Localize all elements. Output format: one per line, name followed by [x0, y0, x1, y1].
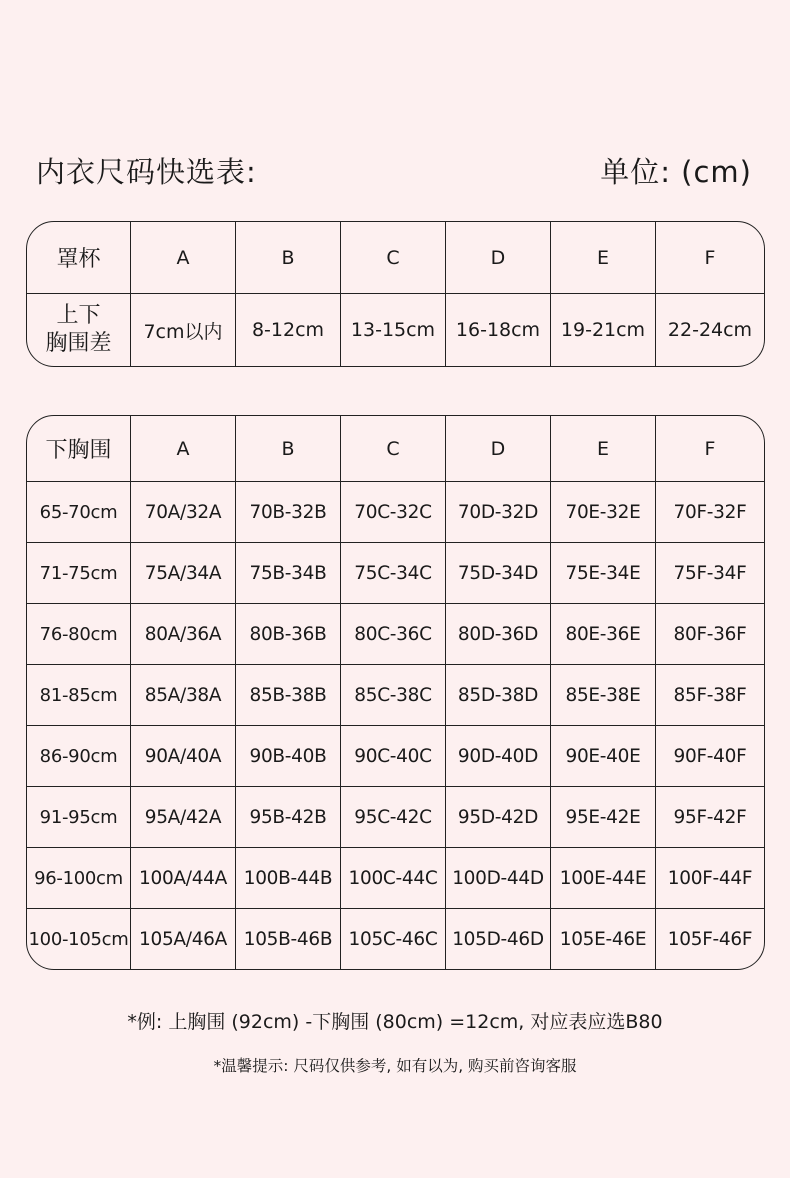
page-title: 内衣尺码快选表:: [36, 155, 257, 189]
size-cup-header-cell: B: [236, 416, 341, 482]
size-row: [27, 787, 764, 848]
bust-difference-cell: 8-12cm: [236, 294, 341, 366]
size-cell: 75E-34E: [551, 543, 656, 604]
size-cell: 80E-36E: [551, 604, 656, 665]
size-cell: 100A/44A: [131, 848, 236, 909]
size-cell: 90F-40F: [656, 726, 764, 787]
size-header-row: [27, 416, 764, 482]
size-cup-header-cell: A: [131, 416, 236, 482]
size-cell: 100F-44F: [656, 848, 764, 909]
cup-header-cell: D: [446, 222, 551, 294]
underbust-range-cell: 81-85cm: [27, 665, 131, 726]
tip-note: *温馨提示: 尺码仅供参考, 如有以为, 购买前咨询客服: [213, 1057, 577, 1075]
size-cell: 105C-46C: [341, 909, 446, 969]
size-row: [27, 909, 764, 969]
size-cell: 75D-34D: [446, 543, 551, 604]
size-cell: 70D-32D: [446, 482, 551, 543]
bust-difference-cell: 16-18cm: [446, 294, 551, 366]
underbust-range-cell: 96-100cm: [27, 848, 131, 909]
cup-difference-table: [26, 221, 765, 367]
size-cell: 85C-38C: [341, 665, 446, 726]
size-cell: 105A/46A: [131, 909, 236, 969]
size-row: [27, 665, 764, 726]
cup-header-cell: B: [236, 222, 341, 294]
size-cell: 75C-34C: [341, 543, 446, 604]
size-cell: 70A/32A: [131, 482, 236, 543]
size-row: [27, 604, 764, 665]
size-cell: 95E-42E: [551, 787, 656, 848]
size-cell: 90C-40C: [341, 726, 446, 787]
size-chart-table: [26, 415, 765, 970]
size-row: [27, 482, 764, 543]
size-cell: 105B-46B: [236, 909, 341, 969]
cup-header-cell: A: [131, 222, 236, 294]
size-cell: 95D-42D: [446, 787, 551, 848]
size-cell: 85E-38E: [551, 665, 656, 726]
size-cell: 80B-36B: [236, 604, 341, 665]
example-note: *例: 上胸围 (92cm) -下胸围 (80cm) =12cm, 对应表应选B80: [127, 1011, 663, 1033]
bust-difference-label-line2: 胸围差: [45, 331, 112, 356]
size-cup-header-cell: E: [551, 416, 656, 482]
size-cell: 95C-42C: [341, 787, 446, 848]
size-cup-header-cell: F: [656, 416, 764, 482]
size-cell: 85F-38F: [656, 665, 764, 726]
bust-difference-cell: 19-21cm: [551, 294, 656, 366]
size-cell: 95B-42B: [236, 787, 341, 848]
cup-corner-label: 罩杯: [27, 222, 131, 294]
underbust-range-cell: 71-75cm: [27, 543, 131, 604]
size-cell: 80D-36D: [446, 604, 551, 665]
size-cup-header-cell: C: [341, 416, 446, 482]
size-cell: 70E-32E: [551, 482, 656, 543]
size-cell: 85A/38A: [131, 665, 236, 726]
cup-header-cell: E: [551, 222, 656, 294]
underbust-range-cell: 100-105cm: [27, 909, 131, 969]
size-cell: 100E-44E: [551, 848, 656, 909]
size-cell: 90D-40D: [446, 726, 551, 787]
cup-header-cell: C: [341, 222, 446, 294]
size-cell: 70B-32B: [236, 482, 341, 543]
size-row: [27, 848, 764, 909]
size-cell: 80F-36F: [656, 604, 764, 665]
size-cell: 75B-34B: [236, 543, 341, 604]
size-cell: 75F-34F: [656, 543, 764, 604]
size-cell: 95A/42A: [131, 787, 236, 848]
size-cell: 105E-46E: [551, 909, 656, 969]
bust-difference-label: [27, 294, 131, 366]
size-cell: 105F-46F: [667, 928, 753, 950]
size-cell: 95F-42F: [656, 787, 764, 848]
bust-difference-label-line1: 上下: [56, 303, 101, 328]
underbust-range-cell: 86-90cm: [27, 726, 131, 787]
size-cell: 80C-36C: [341, 604, 446, 665]
size-cell: 75A/34A: [131, 543, 236, 604]
bust-difference-cell: 7cm以内: [131, 294, 236, 366]
size-cell: 90E-40E: [551, 726, 656, 787]
size-cell: 100B-44B: [236, 848, 341, 909]
cup-header-cell: F: [656, 222, 764, 294]
bust-difference-row: [27, 294, 764, 366]
unit-label: 单位: (cm): [600, 155, 752, 189]
size-cell: 90A/40A: [131, 726, 236, 787]
bust-difference-cell: 22-24cm: [667, 319, 753, 341]
underbust-range-cell: 76-80cm: [27, 604, 131, 665]
size-cell: 100D-44D: [446, 848, 551, 909]
size-cell: 70F-32F: [656, 482, 764, 543]
size-cell: 80A/36A: [131, 604, 236, 665]
size-cell: 70C-32C: [341, 482, 446, 543]
size-row: [27, 726, 764, 787]
bust-difference-cell: 13-15cm: [341, 294, 446, 366]
size-cell: 90B-40B: [236, 726, 341, 787]
cup-header-row: [27, 222, 764, 294]
underbust-corner-label: 下胸围: [27, 416, 131, 482]
size-cell: 85B-38B: [236, 665, 341, 726]
size-cup-header-cell: D: [446, 416, 551, 482]
underbust-range-cell: 65-70cm: [27, 482, 131, 543]
size-cell: 100C-44C: [341, 848, 446, 909]
size-row: [27, 543, 764, 604]
size-cell: 85D-38D: [446, 665, 551, 726]
underbust-range-cell: 91-95cm: [27, 787, 131, 848]
size-cell: 105D-46D: [446, 909, 551, 969]
